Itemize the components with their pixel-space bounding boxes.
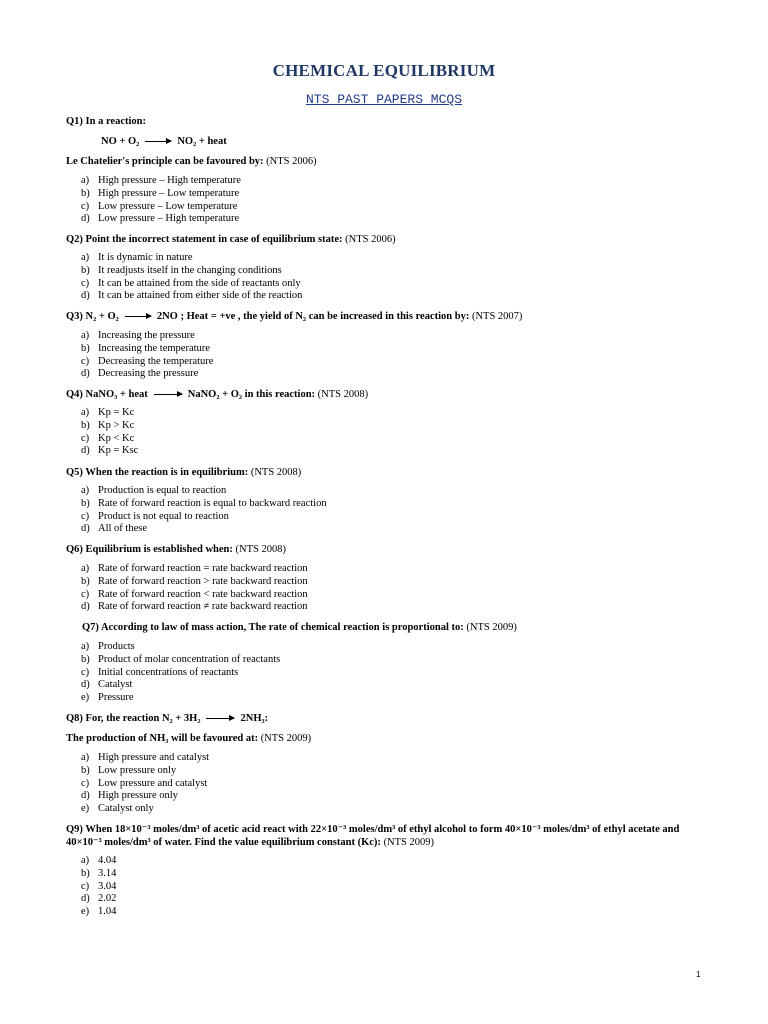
q7-options — [81, 641, 280, 705]
q3-options — [81, 330, 213, 381]
option-item — [81, 692, 280, 705]
q2-options — [81, 252, 302, 303]
option-text: 3.14 — [98, 867, 117, 879]
option-item — [81, 278, 302, 291]
option-text: Low pressure and catalyst — [98, 777, 208, 789]
q5-options — [81, 485, 327, 536]
q4-options — [81, 407, 138, 458]
option-item — [81, 368, 213, 381]
option-letter: b) — [81, 867, 90, 879]
option-item — [81, 893, 116, 906]
q2-question: Q2) Point the incorrect statement in case of equilibrium state: (NTS 2006) — [66, 234, 396, 245]
option-item — [81, 778, 209, 791]
q6-question: Q6) Equilibrium is established when: (NTS 2008) — [66, 544, 286, 555]
option-letter: e) — [81, 803, 90, 815]
option-text: All of these — [98, 523, 147, 535]
q8-reaction: Q8) For, the reaction N₂ + 3H₂ 2NH₃: — [66, 713, 269, 724]
option-item — [81, 175, 241, 188]
option-letter: c) — [81, 277, 90, 289]
q5-question: Q5) When the reaction is in equilibrium: (NTS 2008) — [66, 467, 302, 478]
option-item — [81, 589, 308, 602]
option-text: Kp < Kc — [98, 432, 135, 444]
option-item — [81, 201, 241, 214]
option-text: It can be attained from either side of the reaction — [98, 290, 303, 302]
q8-options — [81, 752, 209, 816]
option-text: Kp = Kc — [98, 407, 135, 418]
option-item — [81, 576, 308, 589]
option-item — [81, 188, 241, 201]
option-text: Rate of forward reaction is equal to backward reaction — [98, 497, 327, 509]
option-letter: c) — [81, 777, 90, 789]
option-item — [81, 563, 308, 576]
option-text: Production is equal to reaction — [98, 485, 227, 496]
option-text: Rate of forward reaction ≠ rate backward reaction — [98, 601, 308, 613]
option-text: High pressure and catalyst — [98, 752, 210, 763]
option-letter: b) — [81, 419, 90, 431]
option-item — [81, 601, 308, 614]
option-text: High pressure – High temperature — [98, 175, 241, 186]
option-text: Kp > Kc — [98, 419, 135, 431]
option-letter: a) — [81, 563, 90, 574]
option-item — [81, 445, 138, 458]
reaction-arrow-icon — [145, 141, 171, 142]
option-letter: c) — [81, 200, 90, 212]
option-item — [81, 765, 209, 778]
q3-question: Q3) N₂ + O₂ 2NO ; Heat = +ve , the yield of N₂ can be increased in this reaction by: (NTS 2007) — [66, 311, 523, 322]
option-item — [81, 523, 327, 536]
page-number: 1 — [696, 970, 701, 979]
option-letter: b) — [81, 764, 90, 776]
option-item — [81, 803, 209, 816]
option-item — [81, 213, 241, 226]
option-letter: a) — [81, 485, 90, 496]
option-text: Low pressure – High temperature — [98, 213, 240, 225]
option-letter: a) — [81, 855, 90, 866]
option-letter: b) — [81, 342, 90, 354]
option-letter: d) — [81, 213, 90, 225]
page-subtitle: NTS PAST PAPERS MCQS — [305, 92, 463, 107]
option-letter: d) — [81, 523, 90, 535]
option-item — [81, 252, 302, 265]
q7-question: Q7) According to law of mass action, The rate of chemical reaction is proportional to: (NTS 2009) — [82, 622, 517, 633]
option-letter: c) — [81, 355, 90, 367]
option-letter: e) — [81, 692, 90, 704]
option-text: 1.04 — [98, 906, 117, 918]
q6-options — [81, 563, 308, 614]
option-text: It can be attained from the side of reactants only — [98, 277, 301, 289]
option-text: High pressure – Low temperature — [98, 187, 240, 199]
option-text: Product is not equal to reaction — [98, 510, 229, 522]
option-text: High pressure only — [98, 790, 178, 802]
option-item — [81, 290, 302, 303]
q1-question: Le Chatelier's principle can be favoured by: (NTS 2006) — [66, 156, 317, 167]
option-text: Catalyst only — [98, 803, 154, 815]
option-letter: b) — [81, 653, 90, 665]
option-text: Pressure — [98, 692, 134, 704]
option-letter: d) — [81, 893, 90, 905]
option-item — [81, 407, 138, 420]
page-title: CHEMICAL EQUILIBRIUM — [272, 61, 496, 80]
option-item — [81, 679, 280, 692]
q9-options — [81, 855, 116, 919]
option-item — [81, 868, 116, 881]
option-letter: d) — [81, 679, 90, 691]
option-text: It is dynamic in nature — [98, 252, 193, 263]
option-text: Increasing the temperature — [98, 342, 210, 354]
option-text: Products — [98, 641, 135, 652]
option-item — [81, 790, 209, 803]
option-item — [81, 343, 213, 356]
q8-question: The production of NH₃ will be favoured at: (NTS 2009) — [66, 733, 312, 744]
option-text: Initial concentrations of reactants — [98, 666, 239, 678]
option-text: Low pressure only — [98, 764, 177, 776]
option-item — [81, 855, 116, 868]
option-text: Catalyst — [98, 679, 133, 691]
option-item — [81, 641, 280, 654]
option-item — [81, 420, 138, 433]
option-letter: a) — [81, 330, 90, 341]
option-letter: a) — [81, 407, 90, 418]
option-text: 2.02 — [98, 893, 117, 905]
option-letter: c) — [81, 588, 90, 600]
q4-question: Q4) NaNO₃ + heat NaNO₂ + O₂ in this reaction: (NTS 2008) — [66, 389, 369, 400]
option-text: Decreasing the pressure — [98, 368, 199, 380]
option-letter: d) — [81, 290, 90, 302]
option-item — [81, 752, 209, 765]
option-letter: b) — [81, 187, 90, 199]
option-text: 3.04 — [98, 880, 117, 892]
option-text: Decreasing the temperature — [98, 355, 214, 367]
q1-equation: NO + O₂ NO₂ + heat — [101, 136, 227, 147]
reaction-arrow-icon — [125, 316, 151, 317]
option-item — [81, 654, 280, 667]
option-letter: d) — [81, 790, 90, 802]
option-item — [81, 906, 116, 919]
option-letter: a) — [81, 175, 90, 186]
option-letter: a) — [81, 252, 90, 263]
option-item — [81, 485, 327, 498]
q9-question: Q9) When 18×10⁻³ moles/dm³ of acetic acid react with 22×10⁻³ moles/dm³ of ethyl alcohol to form 40×10⁻³ moles/dm³ of ethyl acetate and 40×10⁻³ moles/dm³ of water. Find the value equilibrium constant (Kc): (NTS 2009) — [66, 824, 680, 848]
option-item — [81, 330, 213, 343]
option-letter: c) — [81, 432, 90, 444]
reaction-arrow-icon — [206, 718, 234, 719]
option-item — [81, 511, 327, 524]
option-letter: c) — [81, 880, 90, 892]
option-text: Rate of forward reaction < rate backward reaction — [98, 588, 308, 600]
option-letter: d) — [81, 368, 90, 380]
option-item — [81, 265, 302, 278]
option-letter: c) — [81, 510, 90, 522]
option-letter: c) — [81, 666, 90, 678]
option-item — [81, 667, 280, 680]
option-letter: b) — [81, 575, 90, 587]
option-text: Kp = Ksc — [98, 445, 139, 457]
option-text: It readjusts itself in the changing conditions — [98, 264, 282, 276]
option-letter: e) — [81, 906, 90, 918]
option-text: 4.04 — [98, 855, 117, 866]
option-letter: a) — [81, 641, 90, 652]
option-text: Increasing the pressure — [98, 330, 195, 341]
option-letter: d) — [81, 601, 90, 613]
option-letter: b) — [81, 264, 90, 276]
q1-label: Q1) In a reaction: — [66, 116, 147, 127]
option-item — [81, 498, 327, 511]
option-letter: b) — [81, 497, 90, 509]
option-text: Rate of forward reaction > rate backward reaction — [98, 575, 308, 587]
q1-options — [81, 175, 241, 226]
reaction-arrow-icon — [154, 394, 182, 395]
option-item — [81, 881, 116, 894]
option-text: Product of molar concentration of reactants — [98, 653, 281, 665]
option-text: Low pressure – Low temperature — [98, 200, 238, 212]
option-letter: d) — [81, 445, 90, 457]
option-item — [81, 433, 138, 446]
option-text: Rate of forward reaction = rate backward reaction — [98, 563, 308, 574]
option-item — [81, 356, 213, 369]
option-letter: a) — [81, 752, 90, 763]
